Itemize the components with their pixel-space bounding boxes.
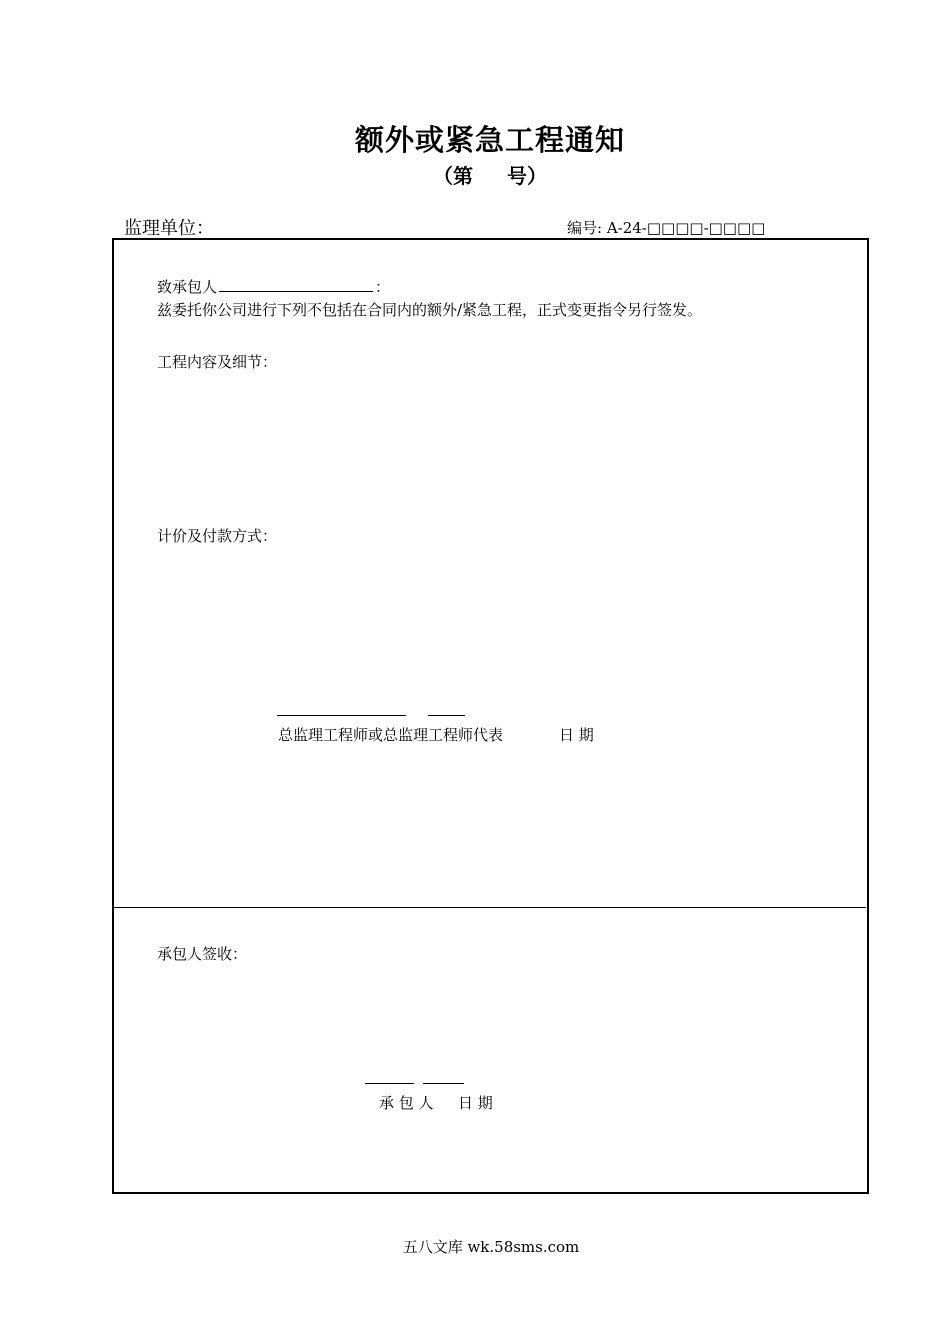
supervisor-unit-label: 监理单位： xyxy=(124,218,214,239)
to-contractor-label: 致承包人 xyxy=(157,278,218,296)
contractor-signature-label: 承 包 人 xyxy=(379,1094,434,1112)
contractor-date-line[interactable] xyxy=(423,1083,464,1084)
notice-number-close: 号） xyxy=(507,164,547,188)
engineer-signature-label: 总监理工程师或总监理工程师代表 xyxy=(278,726,504,744)
engineer-date-label: 日 期 xyxy=(559,726,594,744)
content-details-label: 工程内容及细节： xyxy=(157,353,278,371)
document-title: 额外或紧急工程通知 xyxy=(354,123,625,157)
contractor-name-blank[interactable] xyxy=(219,275,373,292)
contractor-date-label: 日 期 xyxy=(458,1094,493,1112)
to-contractor-line xyxy=(157,275,390,297)
engineer-date-line[interactable] xyxy=(428,715,465,716)
footer-source: 五八文库 wk.58sms.com xyxy=(402,1238,580,1256)
form-box xyxy=(112,238,869,1194)
contractor-receipt-label: 承包人签收： xyxy=(157,945,248,963)
entrust-text: 兹委托你公司进行下列不包括在合同内的额外/紧急工程，正式变更指令另行签发。 xyxy=(157,301,703,319)
section-divider xyxy=(114,907,866,908)
pricing-payment-label: 计价及付款方式： xyxy=(157,527,278,545)
to-contractor-colon: ： xyxy=(375,278,391,296)
document-number: 编号: A-24-□□□□-□□□□ xyxy=(567,219,766,237)
notice-number-open: （第 xyxy=(433,164,473,188)
engineer-signature-line[interactable] xyxy=(277,715,406,716)
notice-number-line xyxy=(0,160,950,189)
contractor-signature-line[interactable] xyxy=(365,1083,414,1084)
